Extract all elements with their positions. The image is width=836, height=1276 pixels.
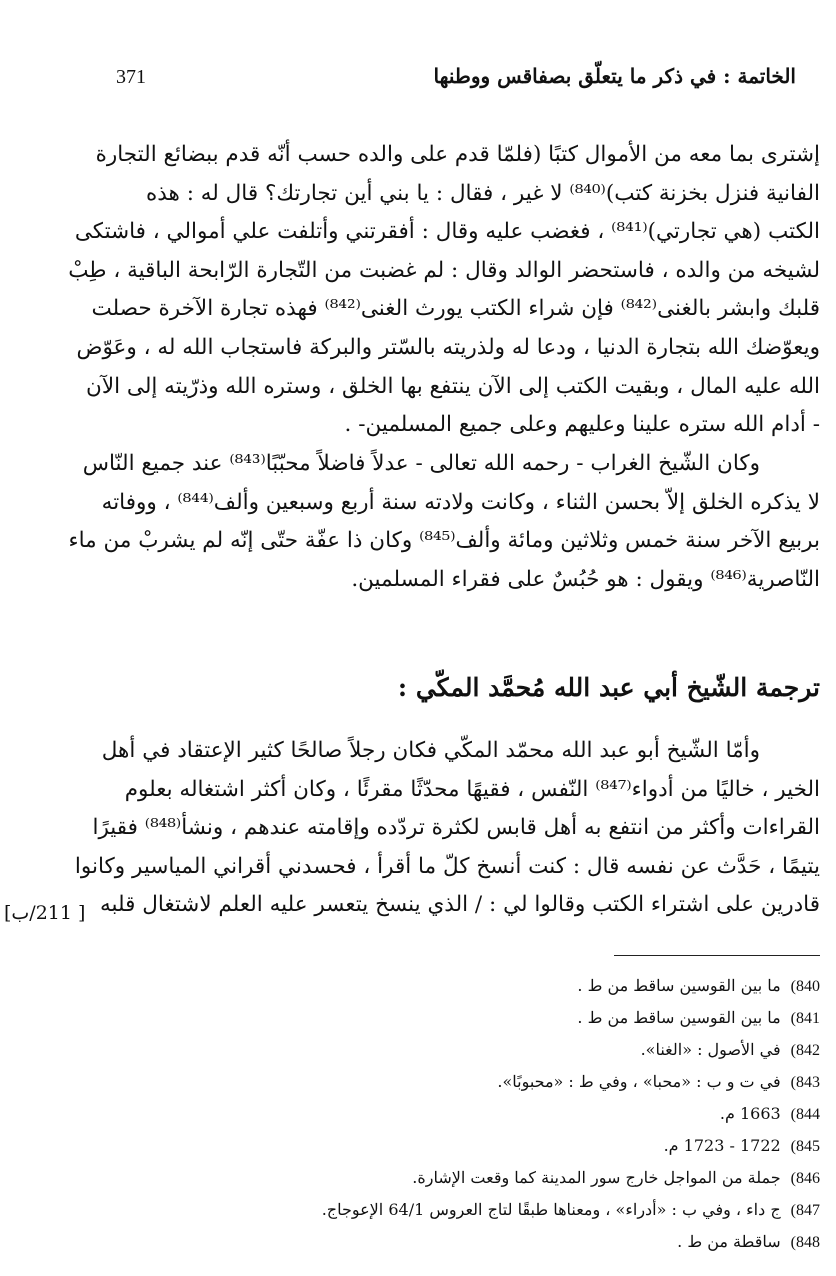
footnote-text: ج داء ، وفي ب : «أدراء» ، ومعناها طبقًا لتاج العروس 64/1 الإعوجاج. [321,1200,781,1219]
text-line: وكان الشّيخ الغراب - رحمه الله تعالى - عدلاً فاضلاً محبّبًا⁽⁸⁴³⁾ عند جميع النّاس [82,451,760,476]
text-line: الخير ، خاليًا من أدواء⁽⁸⁴⁷⁾ النّفس ، فقيهًا محدّثًا مقرئًا ، وكان أكثر اشتغاله بعلوم [124,776,820,802]
footnote-number: 844) [790,1106,820,1123]
footnote-text: في الأصول : «الغنا». [640,1040,781,1059]
text-line: ويعوّضك الله بتجارة الدنيا ، ودعا له ولذريته بالسّتر والبركة فاستجاب الله له ، وعَوّض [76,334,820,360]
text-line: قادرين على اشتراء الكتب وقالوا لي : / الذي ينسخ يتعسر عليه العلم لاشتغال قلبه [100,892,820,918]
footnote-text: ساقطة من ط . [677,1232,781,1251]
footnote-number: 840) [790,978,820,995]
footnote-item [160,1162,820,1194]
footnote-number: 841) [790,1010,820,1027]
footnote-item [160,1226,820,1258]
paragraph-3 [74,732,820,925]
footnote-number: 842) [790,1042,820,1059]
footnote-item [160,1002,820,1034]
footnote-item [160,1194,820,1226]
footnote-item [160,1066,820,1098]
footnote-number: 848) [790,1234,820,1251]
footnote-number: 845) [790,1138,820,1155]
footnotes [160,970,820,1258]
footnote-number: 846) [790,1170,820,1187]
text-line: قلبك وابشر بالغنى⁽⁸⁴²⁾ فإن شراء الكتب يورث الغنى⁽⁸⁴²⁾ فهذه تجارة الآخرة حصلت [91,296,820,322]
footnote-text: ما بين القوسين ساقط من ط . [577,1008,781,1027]
text-line: بربيع الآخر سنة خمس وثلاثين ومائة وألف⁽⁸⁴⁵⁾ وكان ذا عفّة حتّى إنّه لم يشربْ من ماء [68,528,820,554]
text-line: يتيمًا ، حَدَّث عن نفسه قال : كنت أنسخ كلّ ما أقرأ ، فحسدني أقراني المياسير وكانوا [74,853,820,879]
text-line: لا يذكره الخلق إلاّ بحسن الثناء ، وكانت ولادته سنة أربع وسبعين وألف⁽⁸⁴⁴⁾ ، ووفاته [101,489,820,515]
page-number: 371 [116,66,146,88]
footnote-item [160,1098,820,1130]
text-line: الفانية فنزل بخزنة كتب)⁽⁸⁴⁰⁾ لا غير ، فقال : يا بني أين تجارتك؟ قال له : هذه [145,180,820,206]
text-line: وأمّا الشّيخ أبو عبد الله محمّد المكّي فكان رجلاً صالحًا كثير الإعتقاد في أهل [101,738,760,763]
footnote-text: في ت و ب : «محبا» ، وفي ط : «محبوبًا». [497,1072,781,1091]
text-line: إشترى بما معه من الأموال كتبًا (فلمّا قدم على والده حسب أنّه قدم ببضائع التجارة [95,142,820,167]
footnote-text: 1722 - 1723 م. [663,1136,781,1155]
footnote-text: ما بين القوسين ساقط من ط . [577,976,781,995]
footnote-text: جملة من المواجل خارج سور المدينة كما وقعت الإشارة. [412,1168,781,1187]
paragraph-2 [68,445,820,599]
section-heading: ترجمة الشّيخ أبي عبد الله مُحمَّد المكّي : [397,673,820,702]
text-line: - أدام الله ستره علينا وعليهم وعلى جميع المسلمين- . [344,412,820,438]
footnote-text: 1663 م. [719,1104,781,1123]
footnote-number: 843) [790,1074,820,1091]
text-line: القراءات وأكثر من انتفع به أهل قابس لكثرة تردّده وإقامته عندهم ، ونشأ⁽⁸⁴⁸⁾ فقيرًا [92,815,820,841]
footnote-number: 847) [790,1202,820,1219]
running-header-title: الخاتمة : في ذكر ما يتعلّق بصفاقس ووطنها [433,64,796,88]
footnote-divider [614,955,820,956]
paragraph-1 [68,136,820,445]
text-line: لشيخه من والده ، فاستحضر الوالد وقال : لم غضبت من التّجارة الرّابحة الباقية ، طِبْ [68,257,820,283]
text-line: النّاصرية⁽⁸⁴⁶⁾ ويقول : هو حُبُسٌ على فقراء المسلمين. [351,566,820,592]
footnote-item [160,1130,820,1162]
folio-marker: [ 211/ب] [4,902,86,924]
footnote-item [160,1034,820,1066]
text-line: الله عليه المال ، وبقيت الكتب إلى الآن ينتفع بها الخلق ، وستره الله وذرّيته إلى الآن [86,373,820,399]
footnote-item [160,970,820,1002]
text-line: الكتب (هي تجارتي)⁽⁸⁴¹⁾ ، فغضب عليه وقال : أفقرتني وأتلفت علي أموالي ، فاشتكى [74,219,820,245]
